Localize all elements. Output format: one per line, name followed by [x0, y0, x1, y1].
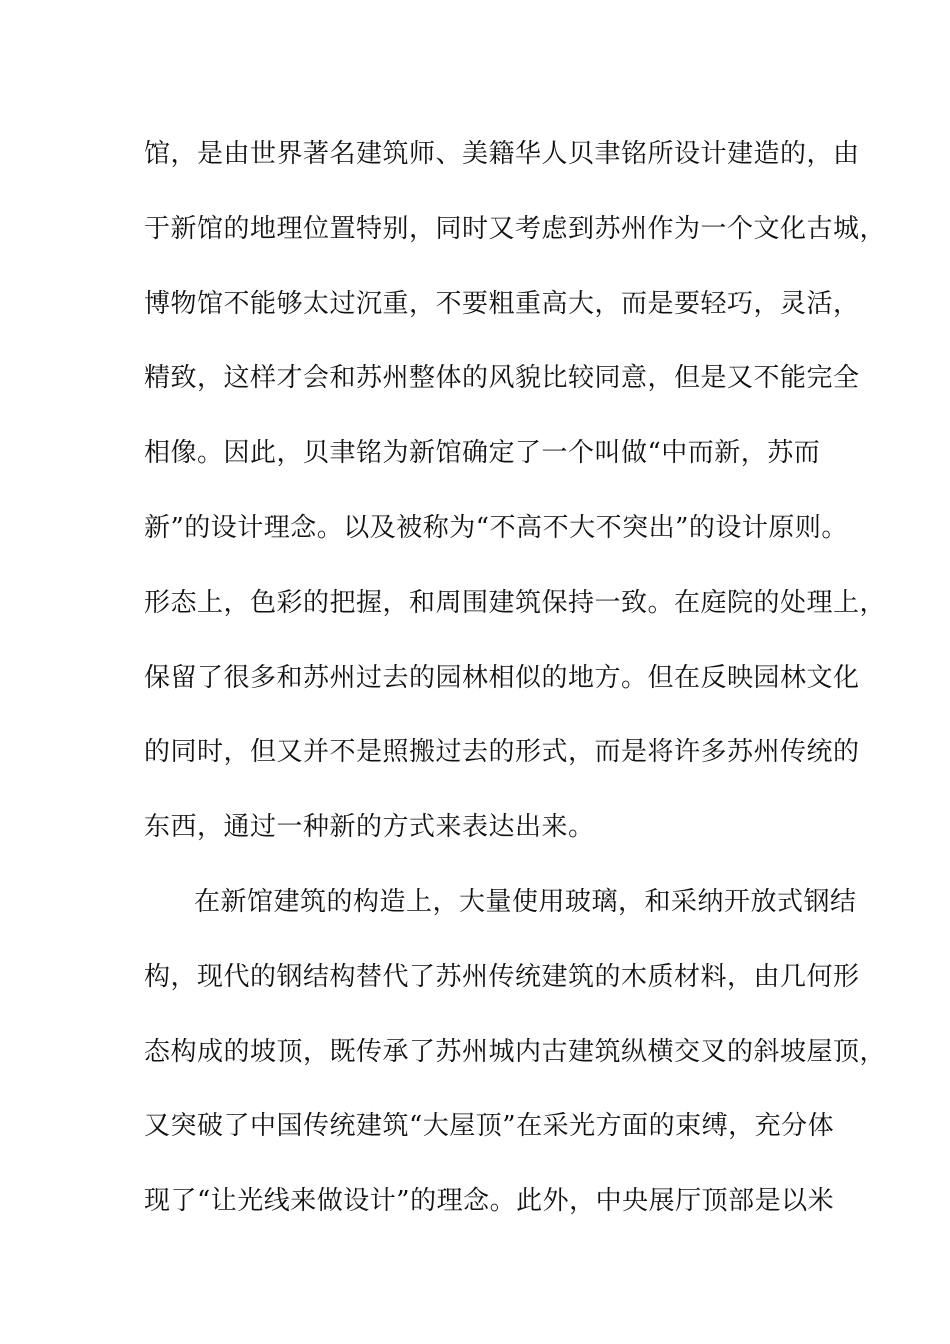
text-line: 构，现代的钢结构替代了苏州传统建筑的木质材料，由几何形 — [144, 961, 860, 992]
text-line: 新”的设计理念。以及被称为“不高不大不突出”的设计原则。 — [144, 512, 848, 543]
text-line: 在新馆建筑的构造上，大量使用玻璃，和采纳开放式钢结 — [194, 886, 857, 917]
text-line: 又突破了中国传统建筑“大屋顶”在采光方面的束缚，充分体 — [144, 1111, 835, 1142]
text-line: 于新馆的地理位置特别，同时又考虑到苏州作为一个文化古城， — [144, 213, 887, 244]
text-line: 博物馆不能够太过沉重，不要粗重高大，而是要轻巧，灵活， — [144, 288, 860, 319]
body-text — [144, 134, 887, 1256]
text-line: 保留了很多和苏州过去的园林相似的地方。但在反映园林文化 — [144, 662, 860, 693]
text-line: 现了“让光线来做设计”的理念。此外，中央展厅顶部是以米 — [144, 1186, 835, 1217]
text-line: 的同时，但又并不是照搬过去的形式，而是将许多苏州传统的 — [144, 737, 860, 768]
text-line: 相像。因此，贝聿铭为新馆确定了一个叫做“中而新，苏而 — [144, 438, 821, 469]
text-line: 精致，这样才会和苏州整体的风貌比较同意，但是又不能完全 — [144, 363, 860, 394]
paragraph-2 — [144, 882, 887, 1256]
paragraph-1 — [144, 134, 887, 882]
text-line: 态构成的坡顶，既传承了苏州城内古建筑纵横交叉的斜坡屋顶， — [144, 1036, 887, 1067]
text-line: 东西，通过一种新的方式来表达出来。 — [144, 812, 595, 843]
text-line: 形态上，色彩的把握，和周围建筑保持一致。在庭院的处理上， — [144, 587, 887, 618]
text-line: 馆，是由世界著名建筑师、美籍华人贝聿铭所设计建造的，由 — [144, 139, 860, 169]
